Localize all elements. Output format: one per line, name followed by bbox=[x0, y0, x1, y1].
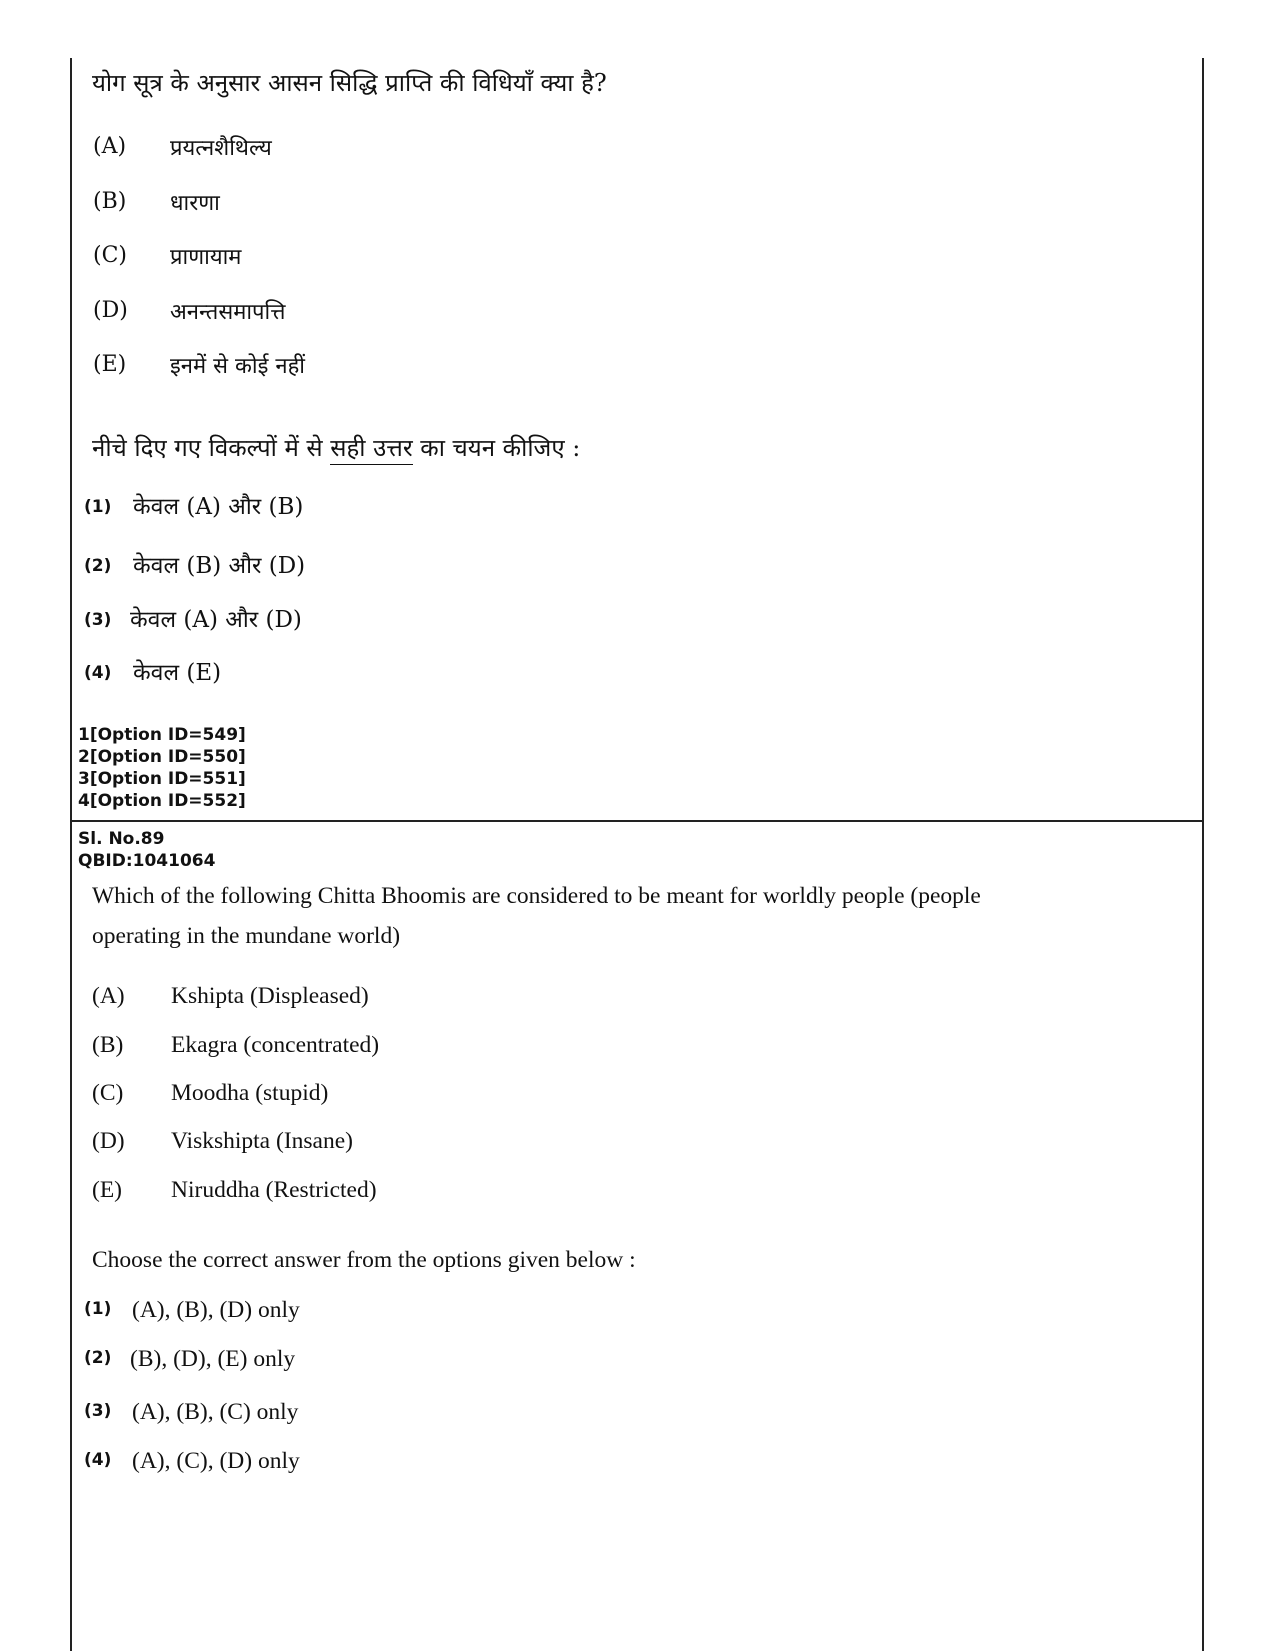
right-border bbox=[1202, 58, 1204, 1651]
q88-answer-1-text: केवल (A) और (B) bbox=[133, 494, 304, 520]
q88-answer-2-text: केवल (B) और (D) bbox=[133, 553, 306, 579]
q88-option-a-letter: (A) bbox=[93, 134, 127, 159]
q88-answer-3-num: (3) bbox=[84, 610, 112, 630]
q89-instruction: Choose the correct answer from the options given below : bbox=[92, 1247, 636, 1273]
q88-option-c-text: प्राणायाम bbox=[170, 245, 242, 270]
q89-option-e-text: Niruddha (Restricted) bbox=[171, 1177, 377, 1203]
q89-stem-line-1: Which of the following Chitta Bhoomis are considered to be meant for worldly people (people bbox=[92, 883, 981, 909]
q88-option-b-letter: (B) bbox=[93, 189, 127, 214]
q89-answer-3-num: (3) bbox=[84, 1401, 112, 1421]
q88-answer-4-text: केवल (E) bbox=[133, 660, 222, 686]
q88-option-e-text: इनमें से कोई नहीं bbox=[170, 354, 306, 379]
q89-option-a-letter: (A) bbox=[92, 983, 125, 1009]
q89-answer-4-text: (A), (C), (D) only bbox=[132, 1448, 300, 1474]
q89-answer-3-text: (A), (B), (C) only bbox=[132, 1399, 299, 1425]
q88-answer-2-num: (2) bbox=[84, 556, 112, 576]
question-divider bbox=[70, 820, 1204, 822]
q88-option-a-text: प्रयत्नशैथिल्य bbox=[170, 136, 272, 161]
q89-option-a-text: Kshipta (Displeased) bbox=[171, 983, 369, 1009]
q88-stem: योग सूत्र के अनुसार आसन सिद्धि प्राप्ति की विधियाँ क्या है? bbox=[92, 69, 607, 97]
sl-no: Sl. No.89 bbox=[78, 829, 165, 849]
q89-option-d-text: Viskshipta (Insane) bbox=[171, 1128, 353, 1154]
q89-stem-line-2: operating in the mundane world) bbox=[92, 923, 401, 949]
underlined-correct-answer: सही उत्तर bbox=[330, 434, 412, 465]
q89-answer-2-text: (B), (D), (E) only bbox=[130, 1346, 296, 1372]
q89-option-c-letter: (C) bbox=[92, 1080, 124, 1106]
option-id-1: 1[Option ID=549] bbox=[78, 725, 246, 745]
option-id-4: 4[Option ID=552] bbox=[78, 791, 246, 811]
q88-option-b-text: धारणा bbox=[170, 191, 220, 216]
option-id-2: 2[Option ID=550] bbox=[78, 747, 246, 767]
left-border bbox=[70, 58, 72, 1651]
qbid: QBID:1041064 bbox=[78, 851, 216, 871]
q89-answer-4-num: (4) bbox=[84, 1450, 112, 1470]
q89-option-d-letter: (D) bbox=[92, 1128, 125, 1154]
q89-answer-2-num: (2) bbox=[84, 1348, 112, 1368]
q89-answer-1-num: (1) bbox=[84, 1299, 112, 1319]
q88-option-e-letter: (E) bbox=[93, 352, 127, 377]
q88-answer-3-text: केवल (A) और (D) bbox=[130, 607, 302, 633]
q88-option-d-letter: (D) bbox=[93, 298, 128, 323]
q88-instruction: नीचे दिए गए विकल्पों में से सही उत्तर का चयन कीजिए : bbox=[92, 431, 580, 464]
q89-option-b-letter: (B) bbox=[92, 1032, 124, 1058]
q89-option-c-text: Moodha (stupid) bbox=[171, 1080, 329, 1106]
q88-option-d-text: अनन्तसमापत्ति bbox=[170, 300, 286, 325]
q88-answer-4-num: (4) bbox=[84, 663, 112, 683]
q89-option-b-text: Ekagra (concentrated) bbox=[171, 1032, 380, 1058]
q89-option-e-letter: (E) bbox=[92, 1177, 123, 1203]
option-id-3: 3[Option ID=551] bbox=[78, 769, 246, 789]
q89-answer-1-text: (A), (B), (D) only bbox=[132, 1297, 300, 1323]
q88-answer-1-num: (1) bbox=[84, 497, 112, 517]
q88-option-c-letter: (C) bbox=[93, 243, 127, 268]
